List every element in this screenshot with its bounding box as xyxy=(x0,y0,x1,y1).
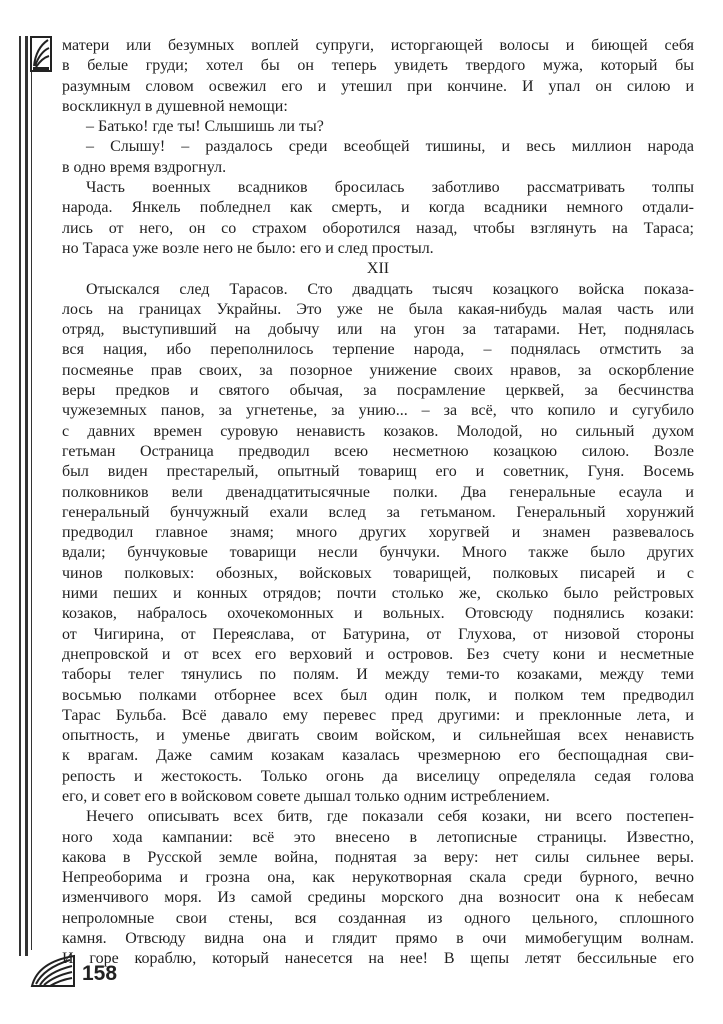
margin-rule-inner xyxy=(25,36,28,956)
paragraph xyxy=(62,137,694,178)
text-line: предводил главное знамя; много других хоругвей и знамен развевалось xyxy=(62,524,694,542)
text-line: народа. Янкель побледнел как смерть, и когда всадники немного отдали- xyxy=(62,199,694,217)
text-line: генеральный бунчужный ехали вслед за гетьманом. Генеральный хорунжий xyxy=(62,503,694,521)
text-line: но Тараса уже возле него не было: его и след простыл. xyxy=(62,239,434,257)
text-line: в белые груди; хотел бы он теперь увидеть твердого мужа, который бы xyxy=(62,57,694,75)
text-line: был виден престарелый, опытный товарищ его и советник, Гуня. Восемь xyxy=(62,463,694,481)
text-line: – Слышу! – раздалось среди всеобщей тишины, и весь миллион народа xyxy=(86,138,694,156)
text-line: к врагам. Даже самим козакам казалась чрезмерною его беспощадная сви- xyxy=(62,747,694,765)
text-line: его, и совет его в войсковом совете дышал только одним истреблением. xyxy=(62,787,550,805)
chapter-heading xyxy=(62,259,694,279)
text-line: чужеземных панов, за угнетенье, за унию... – за всё, что копило и сугубило xyxy=(62,402,694,420)
text-line: воскликнул в душевной немощи: xyxy=(62,97,288,115)
text-line: от Чигирина, от Переяслава, от Батурина, от Глухова, от низовой стороны xyxy=(62,625,694,643)
paragraph xyxy=(62,807,694,969)
text-line: лось на границах Украйны. Это уже не была какая-нибудь малая часть или xyxy=(62,300,694,318)
text-line: изменчивого моря. Из самой средины морского дна возносит она к небесам xyxy=(62,889,694,907)
text-line: в одно время вздрогнул. xyxy=(62,158,227,176)
text-line: ними пеших и конных отрядов; почти столько же, сколько было рейстровых xyxy=(62,585,694,603)
text-line: гетьман Остраница предводил всею несметною козацкою силою. Возле xyxy=(62,442,694,460)
margin-rule-outer xyxy=(19,36,21,956)
paragraph xyxy=(62,36,694,117)
chapter-number: XII xyxy=(366,260,390,278)
paragraph xyxy=(62,280,694,808)
text-line: Часть военных всадников бросилась заботливо рассматривать толпы xyxy=(86,179,694,197)
text-line: матери или безумных воплей супруги, исторгающей волосы и биющей себя xyxy=(62,37,694,54)
text-line: Нечего описывать всех битв, где показали себя козаки, ни всего постепен- xyxy=(86,808,694,826)
text-line: Непреоборима и грозна она, как нерукотворная скала среди бурного, вечно xyxy=(62,869,694,887)
text-line: козаков, набралось охочекомонных и вольных. Отовсюду поднялись козаки: xyxy=(62,605,694,623)
book-text xyxy=(62,36,694,970)
text-line: Тарас Бульба. Всё давало ему перевес пред другими: и преклонные лета, и xyxy=(62,706,694,724)
text-line: вся нация, ибо переполнилось терпение народа, – поднялась отмстить за xyxy=(62,341,694,359)
text-line: камня. Отвсюду видна она и глядит прямо в очи мимобегущим волнам. xyxy=(62,930,694,948)
margin-rule-thin xyxy=(31,60,32,950)
text-line: – Батько! где ты! Слышишь ли ты? xyxy=(86,118,324,136)
text-line: опытность, и уменье двигать своим войском, и сильнейшая всех ненависть xyxy=(62,727,694,745)
text-line: чинов полковых: обозных, войсковых товарищей, полковых писарей и с xyxy=(62,564,694,582)
text-line: днепровской и от всех его верховий и островов. Без счету кони и несметные xyxy=(62,645,694,663)
text-line: вдали; бунчуковые товарищи несли бунчуки. Много также было других xyxy=(62,544,694,562)
text-line: таборы телег тянулись по полям. И между теми-то козаками, между теми xyxy=(62,666,694,684)
text-line: разумным словом освежил его и утешил при кончине. И упал он силою и xyxy=(62,77,694,95)
text-line: с давних времен суровую ненависть козаков. Молодой, но сильный духом xyxy=(62,422,694,440)
text-line: непроломные свои стены, вся созданная из одного цельного, сплошного xyxy=(62,909,694,927)
text-line: ного хода кампании: всё это внесено в летописные страницы. Известно, xyxy=(62,828,694,846)
text-line: какова в Русской земле война, поднятая за веру: нет силы сильнее веры. xyxy=(62,848,694,866)
text-line: Отыскался след Тарасов. Сто двадцать тысяч козацкого войска показа- xyxy=(86,280,694,298)
text-line: И горе кораблю, который нанесется на нее! В щепы летят бессильные его xyxy=(62,950,694,968)
text-line: полковников вели двенадцатитысячные полки. Два генеральные есаула и xyxy=(62,483,694,501)
text-line: репость и жестокость. Только огонь да виселицу определяла седая голова xyxy=(62,767,694,785)
top-ornament-icon xyxy=(30,36,52,72)
text-line: посмеянье прав своих, за позорное унижение своих нравов, за оскорбление xyxy=(62,361,694,379)
text-line: веры предков и святого обычая, за посрамление церквей, за бесчинства xyxy=(62,382,694,400)
paragraph xyxy=(62,178,694,259)
text-line: лись от него, он со страхом оборотился назад, чтобы взглянуть на Тараса; xyxy=(62,219,694,237)
text-line: восьмью полками отборнее всех был один полк, и полком тем предводил xyxy=(62,686,694,704)
paragraph xyxy=(62,117,694,137)
text-line: отряд, выступивший на добычу или на угон за татарами. Нет, поднялась xyxy=(62,321,694,339)
page-number: 158 xyxy=(82,962,118,985)
